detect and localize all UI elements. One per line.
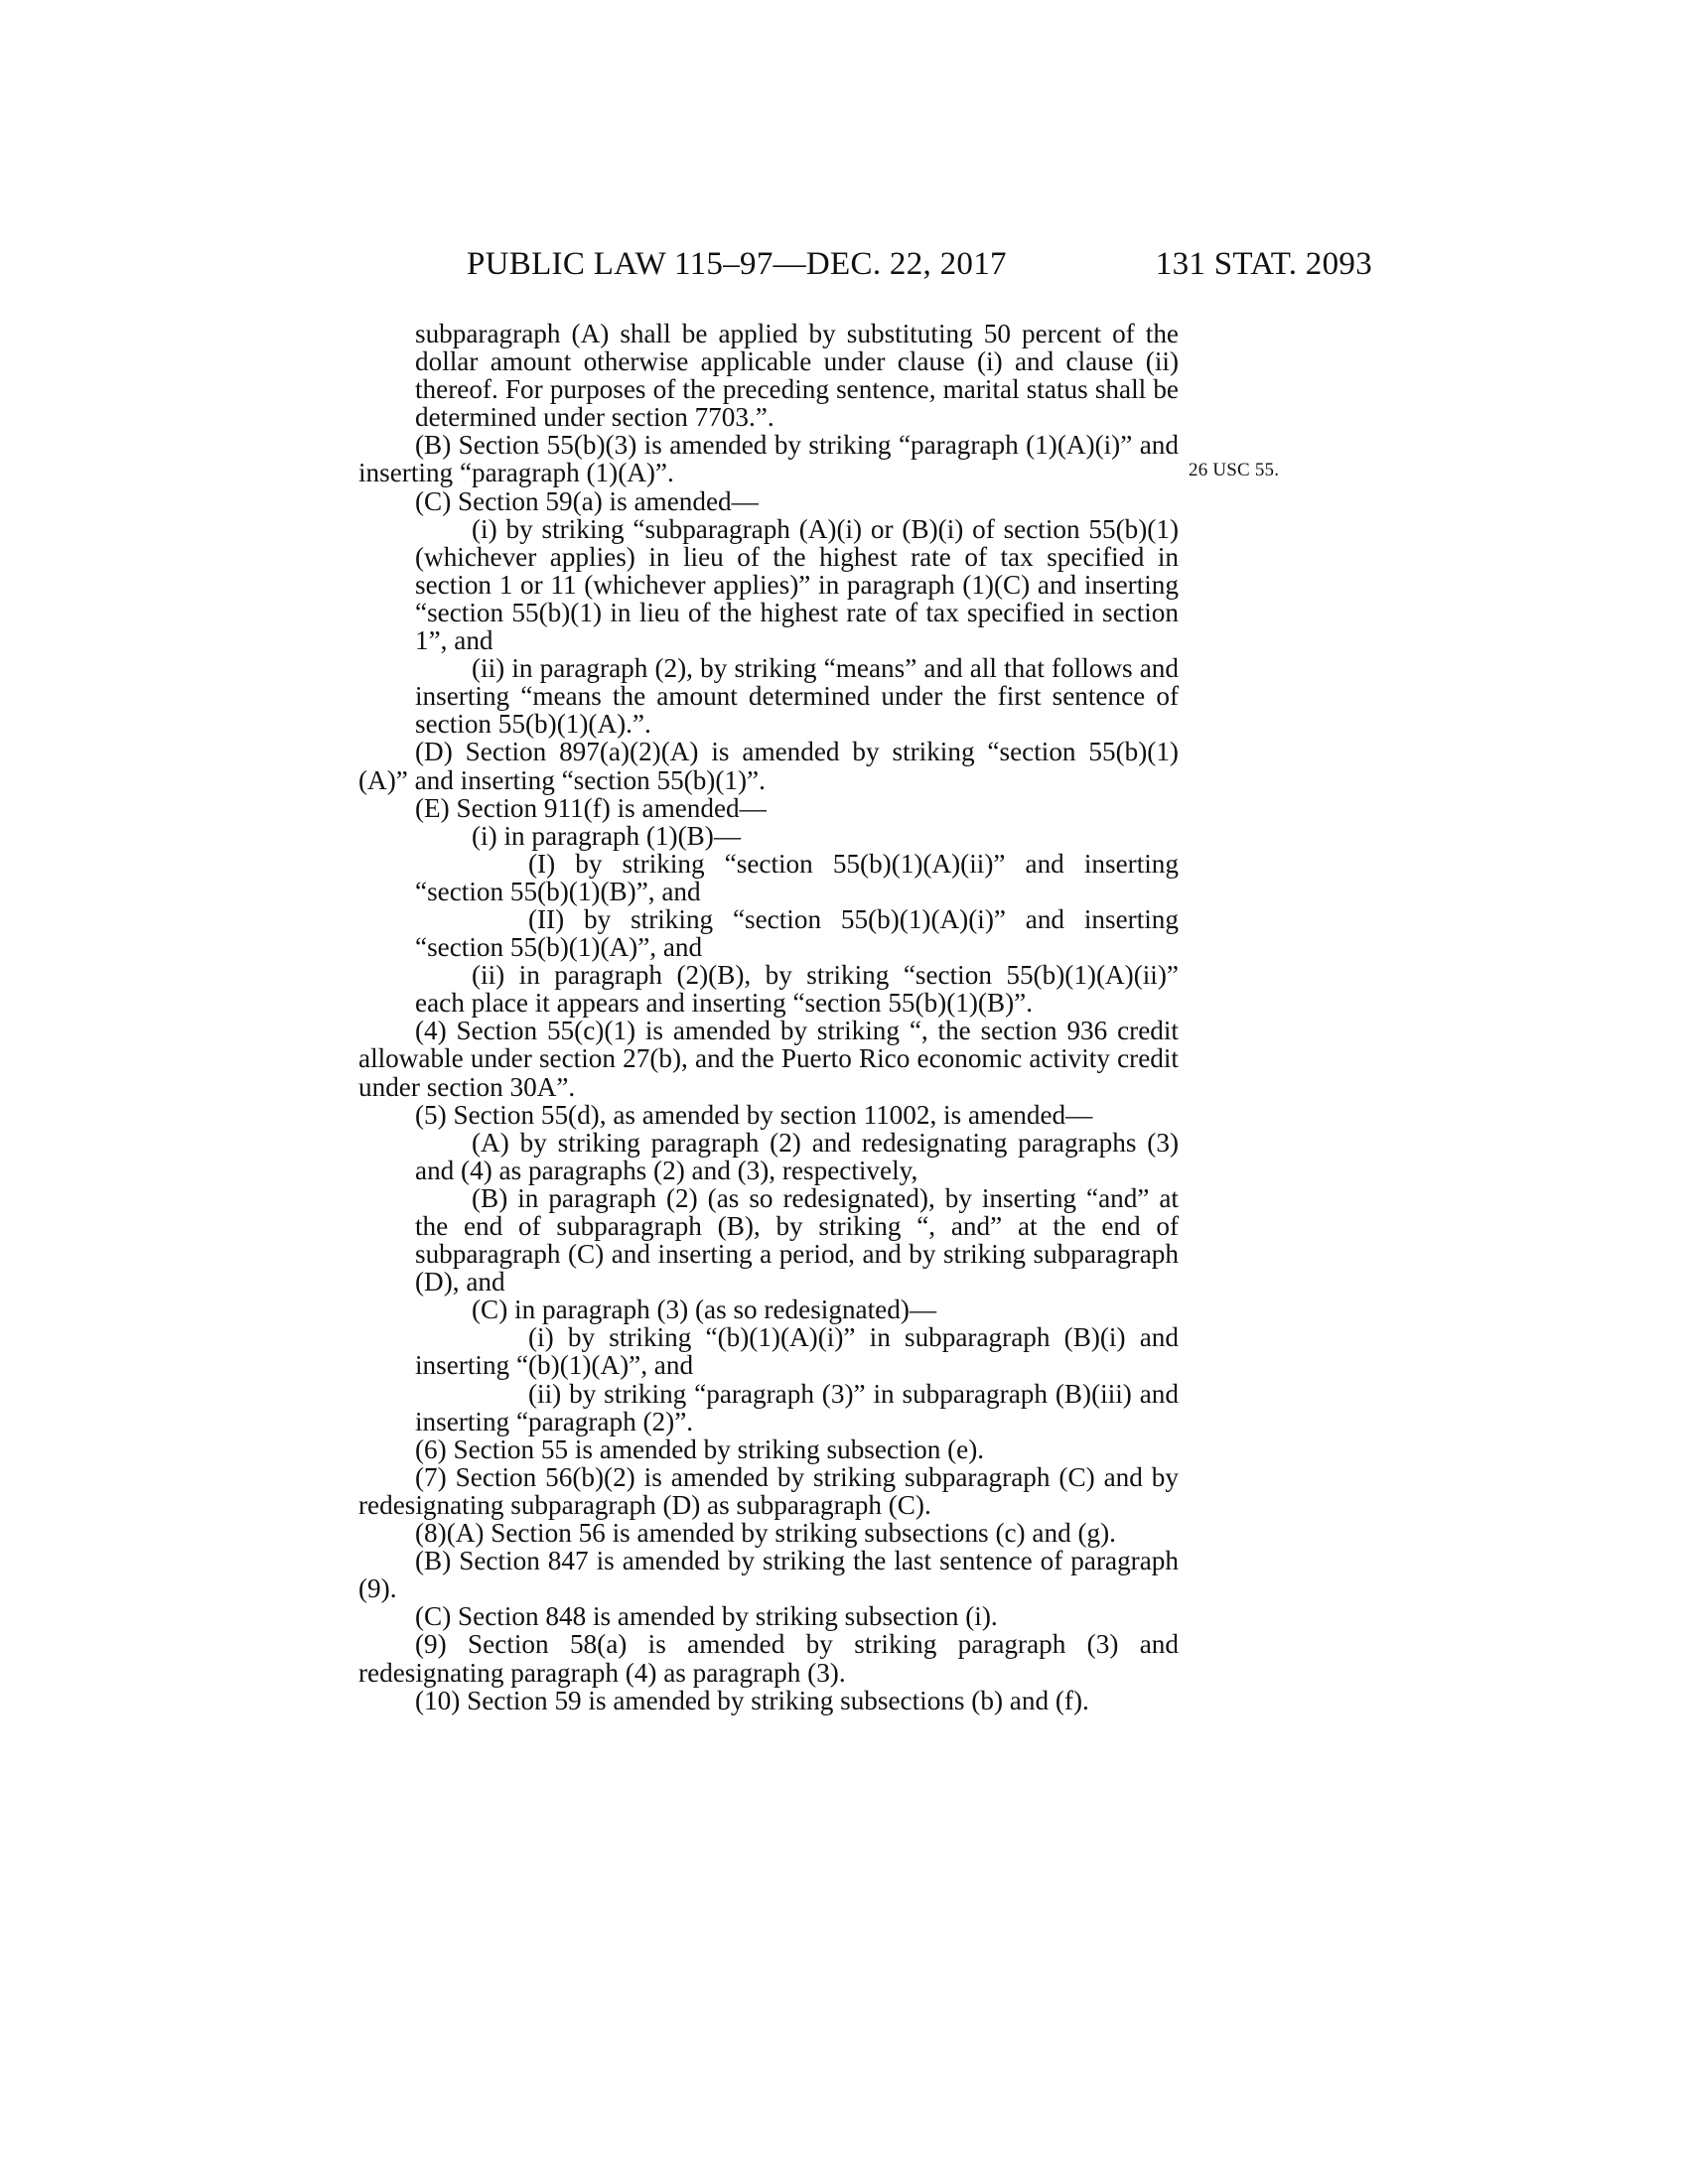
document-body xyxy=(358,320,1179,1714)
subclause-e-i-II: (II) by striking “section 55(b)(1)(A)(i)” and inserting “section 55(b)(1)(A)”, and xyxy=(415,903,1179,963)
paragraph-10: (10) Section 59 is amended by striking subsections (b) and (f). xyxy=(415,1685,1089,1715)
paragraph-9: (9) Section 58(a) is amended by striking paragraph (3) and redesignating paragraph (4) as paragraph (3). xyxy=(358,1629,1179,1688)
subparagraph-5-c: (C) in paragraph (3) (as so redesignated)— xyxy=(472,1295,937,1325)
paragraph-b: (B) Section 55(b)(3) is amended by striking “paragraph (1)(A)(i)” and inserting “paragraph (1)(A)”. xyxy=(358,430,1179,488)
stat-citation: 131 STAT. 2093 xyxy=(1155,246,1372,282)
paragraph-6: (6) Section 55 is amended by striking subsection (e). xyxy=(415,1433,985,1464)
subparagraph-5-a: (A) by striking paragraph (2) and redesignating paragraphs (3) and (4) as paragraphs (2) and (3), respectively, xyxy=(415,1127,1179,1185)
paragraph-5: (5) Section 55(d), as amended by section 11002, is amended— xyxy=(415,1099,1093,1130)
subclause-e-i-I: (I) by striking “section 55(b)(1)(A)(ii)” and inserting “section 55(b)(1)(B)”, and xyxy=(415,848,1179,906)
paragraph-e: (E) Section 911(f) is amended— xyxy=(415,792,767,823)
running-head: PUBLIC LAW 115–97—DEC. 22, 2017 xyxy=(467,246,1007,282)
paragraph-continuation: subparagraph (A) shall be applied by substituting 50 percent of the dollar amount otherwise applicable under clause (i) and clause (ii) thereof. For purposes of the preceding sentence, marital status shall be determined under section 7703.”. xyxy=(415,319,1179,433)
paragraph-8-a: (8)(A) Section 56 is amended by striking subsections (c) and (g). xyxy=(415,1518,1116,1549)
paragraph-8-c: (C) Section 848 is amended by striking subsection (i). xyxy=(415,1601,998,1632)
clause-5-c-i: (i) by striking “(b)(1)(A)(i)” in subparagraph (B)(i) and inserting “(b)(1)(A)”, and xyxy=(415,1322,1179,1381)
margin-note-usc: 26 USC 55. xyxy=(1189,460,1280,480)
clause-5-c-ii: (ii) by striking “paragraph (3)” in subparagraph (B)(iii) and inserting “paragraph (2)”. xyxy=(415,1378,1179,1436)
subparagraph-5-b: (B) in paragraph (2) (as so redesignated), by inserting “and” at the end of subparagraph (B), by striking “, and” at the end of subparagraph (C) and inserting a period, and by striking subparagraph (D), and xyxy=(415,1182,1179,1297)
paragraph-d: (D) Section 897(a)(2)(A) is amended by striking “section 55(b)(1)(A)” and inserting “section 55(b)(1)”. xyxy=(358,737,1179,795)
paragraph-7: (7) Section 56(b)(2) is amended by striking subparagraph (C) and by redesignating subparagraph (D) as subparagraph (C). xyxy=(358,1461,1179,1520)
paragraph-c: (C) Section 59(a) is amended— xyxy=(415,485,759,516)
clause-c-i: (i) by striking “subparagraph (A)(i) or (B)(i) of section 55(b)(1) (whichever applies) in lieu of the highest rate of tax specified in section 1 or 11 (whichever applies)” in paragraph (1)(C) and inserting “section 55(b)(1) in lieu of the highest rate of tax specified in section 1”, and xyxy=(415,513,1179,656)
paragraph-8-b: (B) Section 847 is amended by striking the last sentence of paragraph (9). xyxy=(358,1546,1179,1604)
clause-e-i: (i) in paragraph (1)(B)— xyxy=(472,820,742,851)
clause-e-ii: (ii) in paragraph (2)(B), by striking “section 55(b)(1)(A)(ii)” each place it appears and inserting “section 55(b)(1)(B)”. xyxy=(415,960,1179,1019)
clause-c-ii: (ii) in paragraph (2), by striking “means” and all that follows and inserting “means the amount determined under the first sentence of section 55(b)(1)(A).”. xyxy=(415,653,1179,740)
paragraph-4: (4) Section 55(c)(1) is amended by striking “, the section 936 credit allowable under section 27(b), and the Puerto Rico economic activity credit under section 30A”. xyxy=(358,1016,1179,1102)
